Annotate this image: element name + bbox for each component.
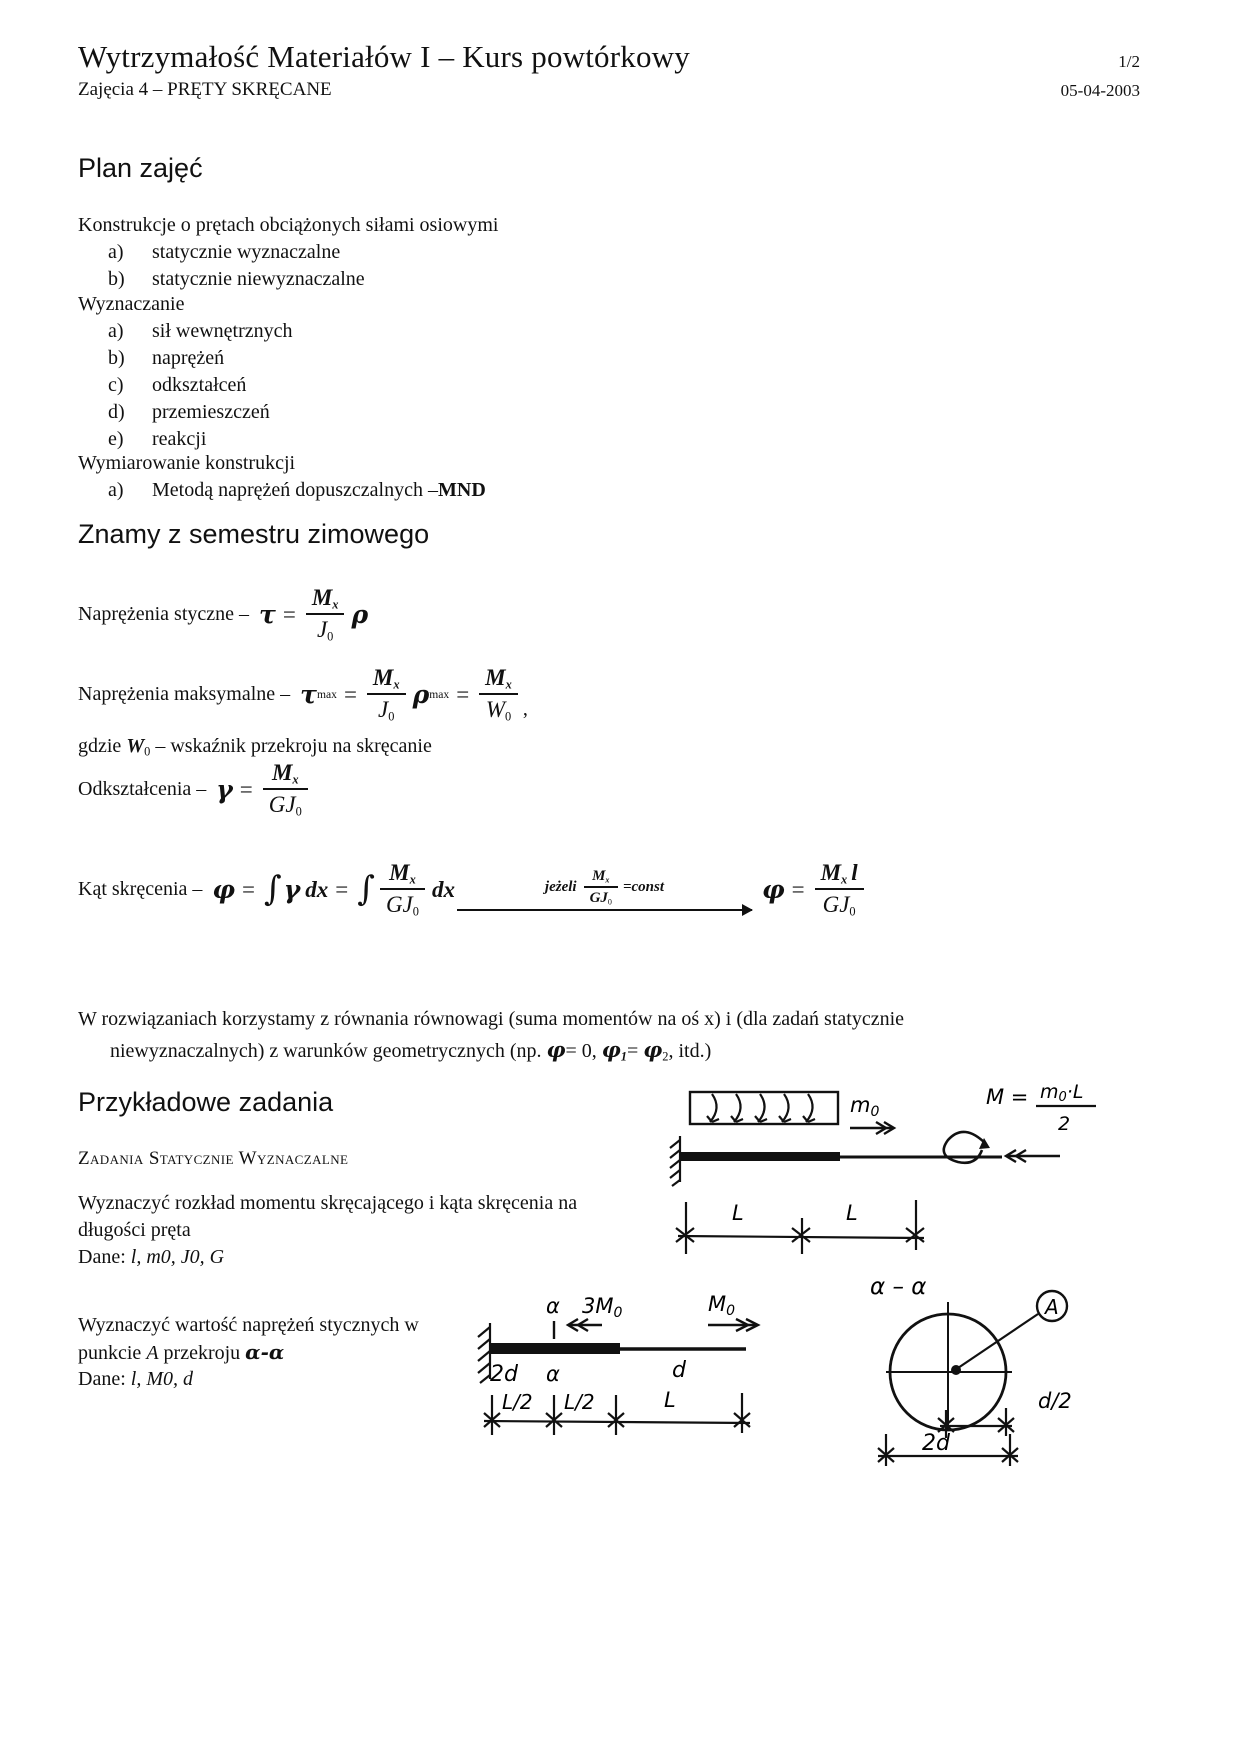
- equals-sign: =: [242, 876, 255, 902]
- note-text-d: , itd.): [668, 1040, 712, 1062]
- gj0-subscript: 0: [607, 897, 612, 907]
- comma: ,: [522, 697, 528, 720]
- w0-subscript: 0: [144, 744, 151, 759]
- condition-prefix: jeżeli: [544, 879, 577, 896]
- diagram-stepped-shaft-torsion: [468, 1292, 798, 1445]
- list-label: odkształceń: [152, 374, 247, 396]
- list-marker: d): [108, 401, 125, 423]
- given-prefix: Dane:: [78, 1368, 131, 1390]
- mx-subscript: x: [605, 875, 610, 885]
- rho-max-subscript: max: [429, 688, 450, 702]
- formula-tau-max-label: Naprężenia maksymalne –: [78, 683, 291, 706]
- integral-icon: ∫: [357, 869, 375, 910]
- task-1-given: [78, 1244, 678, 1271]
- plan-group-2-list: [108, 318, 293, 453]
- fraction-mx-gj0: [380, 860, 425, 920]
- integral-icon: ∫: [264, 869, 282, 910]
- formula-tau-max: [78, 665, 528, 725]
- task-2-text-a: punkcie: [78, 1342, 147, 1364]
- phi-symbol: φ: [643, 1037, 663, 1062]
- label-moment-denominator: 2: [1058, 1113, 1071, 1135]
- task-2-given: [78, 1366, 498, 1393]
- label-dim-1: L/2: [502, 1390, 533, 1414]
- label-moment-numerator: m0·L: [1040, 1081, 1084, 1105]
- note-text-b: = 0,: [565, 1040, 602, 1062]
- phi-subscript-2: 2: [662, 1049, 669, 1064]
- list-marker: b): [108, 347, 125, 369]
- gamma-symbol: γ: [216, 775, 233, 805]
- point-label: A: [146, 1342, 159, 1364]
- note-text-a: niewyznaczalnych) z warunków geometrycznych (np.: [110, 1040, 547, 1062]
- phi-symbol: φ: [601, 1037, 621, 1062]
- task-2-line-2: [78, 1339, 498, 1367]
- w0-subscript: 0: [504, 709, 512, 724]
- note-rest: – wskaźnik przekroju na skręcanie: [150, 735, 432, 757]
- solution-note-line-1: W rozwiązaniach korzystamy z równania równowagi (suma momentów na oś x) i (dla zadań statycznie: [78, 1008, 905, 1030]
- label-2d: 2d: [490, 1362, 518, 1387]
- mx-subscript: x: [505, 677, 512, 692]
- plan-group-1-list: [108, 239, 365, 293]
- gj0-subscript: 0: [849, 904, 856, 919]
- list-marker: e): [108, 428, 124, 450]
- label-dim-2: L/2: [564, 1390, 595, 1414]
- gj0-denominator: GJ: [385, 892, 413, 918]
- section-heading-plan: Plan zajęć: [78, 153, 203, 183]
- list-item: [108, 372, 293, 399]
- label-2d: 2d: [922, 1431, 950, 1456]
- label-point-a: A: [1045, 1295, 1059, 1319]
- equals-sign: =: [343, 681, 357, 707]
- list-marker: a): [108, 241, 124, 263]
- list-item: [108, 426, 293, 453]
- formula-tau: [78, 585, 368, 645]
- note-text-c: =: [627, 1040, 644, 1062]
- phi-subscript-1: 1: [620, 1049, 627, 1064]
- formula-tau-label: Naprężenia styczne –: [78, 603, 250, 626]
- j0-subscript: 0: [388, 709, 395, 724]
- label-alpha-bottom: α: [546, 1362, 560, 1386]
- list-item: [108, 318, 293, 345]
- fraction-mx-gj0: [263, 760, 308, 820]
- w0-denominator: W: [485, 697, 505, 723]
- document-header: [78, 38, 1140, 102]
- label-dim-3: L: [664, 1388, 676, 1412]
- section-heading-zadania: Przykładowe zadania: [78, 1087, 334, 1117]
- plan-group-2-lead: Wyznaczanie: [78, 293, 185, 315]
- document-subtitle: Zajęcia 4 – PRĘTY SKRĘCANE: [78, 79, 332, 100]
- mx-subscript: x: [332, 597, 339, 612]
- plan-group-3-list: [108, 477, 486, 504]
- formula-gamma: [78, 760, 311, 820]
- label-dim-left: L: [732, 1201, 744, 1225]
- mx-numerator: M: [820, 860, 842, 885]
- list-marker: a): [108, 320, 124, 342]
- gj0-denominator: GJ: [589, 890, 608, 907]
- list-item: [108, 239, 365, 266]
- fraction-mx-w0: [479, 665, 518, 725]
- fraction-mxl-gj0: [815, 860, 864, 920]
- list-label: Metodą naprężeń dopuszczalnych –: [152, 479, 438, 501]
- phi-symbol: φ: [212, 875, 236, 905]
- list-marker: b): [108, 268, 125, 290]
- note-prefix: gdzie: [78, 735, 127, 757]
- given-variables: l, M0, d: [130, 1368, 193, 1390]
- tau-symbol: τ: [259, 600, 276, 630]
- section-heading-znamy: Znamy z semestru zimowego: [78, 519, 430, 549]
- arrow-shaft: [457, 909, 752, 911]
- list-item: [108, 399, 293, 426]
- equals-sign: =: [239, 776, 253, 802]
- plan-group-1-lead: Konstrukcje o prętach obciążonych siłami osiowymi: [78, 214, 499, 236]
- fraction-mx-j0: [367, 665, 406, 725]
- mx-numerator: M: [592, 868, 606, 885]
- phi-symbol: φ: [761, 875, 785, 905]
- list-label-emphasis: MND: [438, 479, 486, 501]
- label-3m0: 3M0: [582, 1294, 623, 1321]
- mx-subscript: x: [292, 772, 299, 787]
- rho-symbol: ρ: [351, 600, 369, 630]
- w0-symbol: W: [126, 735, 145, 757]
- mx-subscript: x: [841, 872, 848, 887]
- gj0-subscript: 0: [295, 804, 302, 819]
- section-alpha-label: α-α: [245, 1340, 285, 1364]
- length-symbol: l: [851, 860, 858, 885]
- fraction-mx-gj0-small: [584, 868, 618, 907]
- list-label: reakcji: [152, 428, 207, 450]
- label-dim-right: L: [846, 1201, 858, 1225]
- diagram-cantilever-distributed-torque: [668, 1078, 1138, 1268]
- list-marker: c): [108, 374, 124, 396]
- mx-numerator: M: [485, 665, 506, 690]
- label-m0: m0: [850, 1093, 880, 1120]
- label-alpha-top: α: [546, 1294, 560, 1318]
- list-label: sił wewnętrznych: [152, 320, 293, 342]
- rho-symbol: ρ: [412, 680, 430, 710]
- j0-subscript: 0: [327, 629, 334, 644]
- given-prefix: Dane:: [78, 1246, 131, 1268]
- gj0-subscript: 0: [412, 904, 419, 919]
- task-2-text-b: przekroju: [158, 1342, 246, 1364]
- gj0-denominator: GJ: [268, 792, 296, 818]
- list-label: przemieszczeń: [152, 401, 270, 423]
- mx-numerator: M: [372, 665, 394, 690]
- equals-sign: =: [282, 601, 296, 627]
- label-section-alpha-alpha: α – α: [870, 1274, 927, 1300]
- mx-numerator: M: [271, 760, 293, 785]
- mx-numerator: M: [311, 585, 333, 610]
- formula-gamma-label: Odkształcenia –: [78, 778, 207, 801]
- task-1-line-2: długości pręta: [78, 1219, 191, 1241]
- mx-numerator: M: [389, 860, 410, 885]
- label-d: d: [672, 1358, 686, 1383]
- dx-differential: dx: [305, 876, 329, 902]
- document-date: 05-04-2003: [1060, 81, 1140, 100]
- label-m0: M0: [708, 1292, 736, 1319]
- equals-sign: =: [335, 876, 349, 902]
- page-number: 1/2: [1118, 52, 1140, 71]
- list-item: [108, 345, 293, 372]
- j0-denominator: J: [378, 697, 389, 723]
- mx-subscript: x: [393, 677, 400, 692]
- list-label: statycznie wyznaczalne: [152, 241, 341, 263]
- document-title: Wytrzymałość Materiałów I – Kurs powtórkowy: [78, 39, 690, 74]
- tau-max-subscript: max: [316, 688, 337, 702]
- list-marker: a): [108, 479, 124, 501]
- equals-sign: =: [456, 681, 470, 707]
- equals-sign: =: [791, 876, 805, 902]
- tau-symbol: τ: [300, 680, 317, 710]
- formula-phi-label: Kąt skręcenia –: [78, 878, 203, 901]
- condition-suffix: =const: [622, 879, 665, 896]
- given-variables: l, m0, J0, G: [130, 1246, 225, 1268]
- fraction-mx-j0: [306, 585, 345, 645]
- task-2-line-1: Wyznaczyć wartość naprężeń stycznych w: [78, 1314, 419, 1336]
- plan-group-3-lead: Wymiarowanie konstrukcji: [78, 452, 296, 474]
- label-d-half: d/2: [1038, 1389, 1072, 1413]
- mx-subscript: x: [409, 872, 416, 887]
- list-item: [108, 477, 486, 504]
- subsection-heading-wyznaczalne: Zadania Statycznie Wyznaczalne: [78, 1148, 349, 1169]
- dx-differential: dx: [431, 876, 455, 902]
- diagram-cross-section-alpha-alpha: [860, 1270, 1110, 1470]
- gj0-denominator: GJ: [822, 892, 850, 918]
- j0-denominator: J: [316, 617, 328, 643]
- arrow-condition: [545, 868, 664, 907]
- solution-note-line-2: [110, 1036, 1140, 1070]
- list-label: naprężeń: [152, 347, 225, 369]
- implication-arrow: [457, 868, 752, 911]
- label-moment-eq: M =: [986, 1085, 1029, 1109]
- task-1-line-1: Wyznaczyć rozkład momentu skręcającego i kąta skręcenia na: [78, 1192, 578, 1214]
- phi-symbol: φ: [546, 1037, 566, 1062]
- list-item: [108, 266, 365, 293]
- formula-phi: [78, 860, 867, 920]
- gamma-symbol: γ: [283, 875, 301, 905]
- list-label: statycznie niewyznaczalne: [152, 268, 365, 290]
